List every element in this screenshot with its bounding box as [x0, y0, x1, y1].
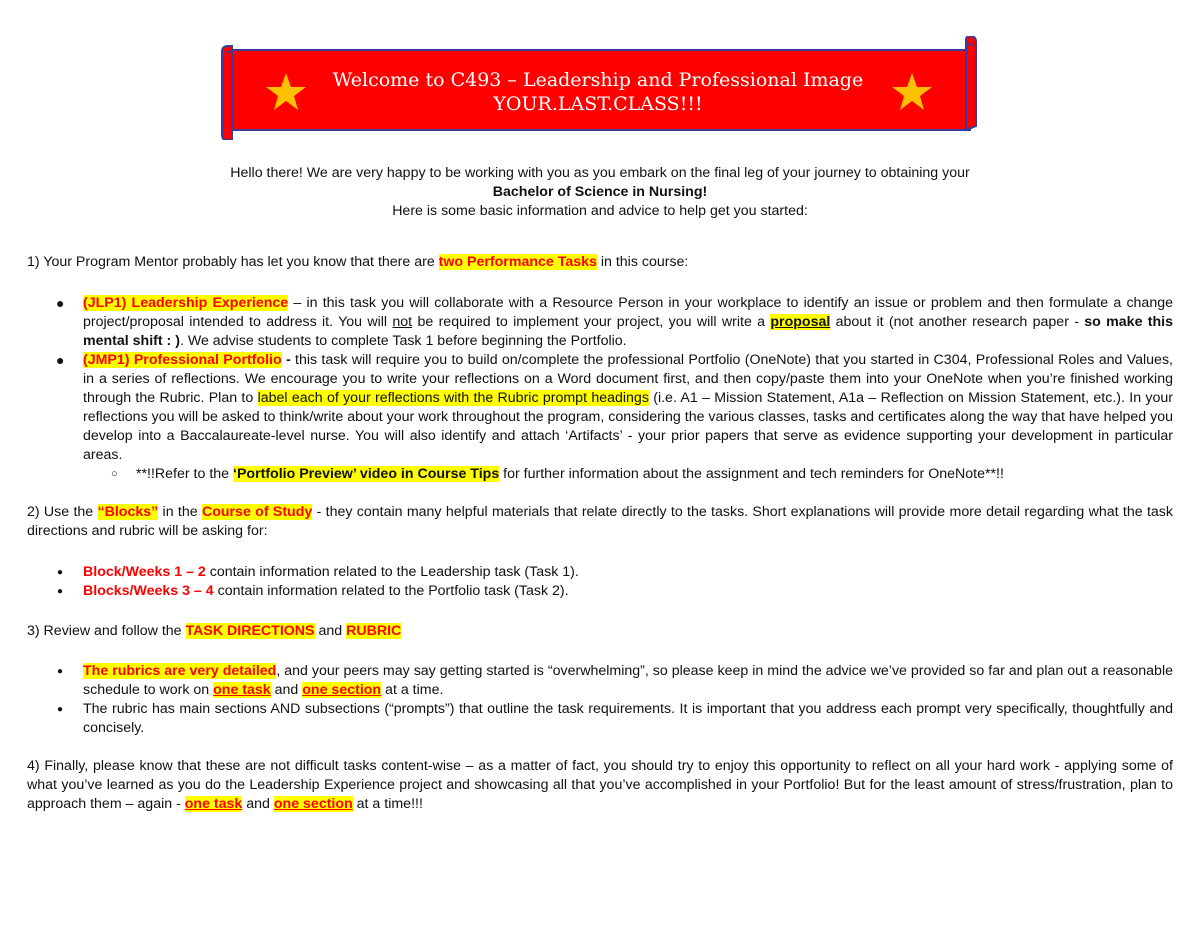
- text-run: and: [270, 682, 303, 698]
- red-block-weeks-3-4: Blocks/Weeks 3 – 4: [83, 583, 214, 599]
- text-run: in the: [158, 504, 202, 520]
- document-body: [27, 253, 1173, 814]
- bullet-icon: ●: [57, 666, 64, 677]
- text-run: (i.e. A1 – Mission Statement, A1a – Reflection on Mission Statement, etc.). In your reflections you will be asked to think/write about your work throughout the program, considering the various classes, tasks and certificates along the way that have helped you develop into a Baccalaureate-level nurse. You will also identify and attach ‘Artifacts’ - your prior papers that serve as evidence supporting your development in particular areas.: [83, 390, 1173, 463]
- bold-mental-shift: so make this mental shift : ): [83, 314, 1174, 349]
- banner-line-1: Welcome to C493 – Leadership and Professional Image: [332, 69, 864, 91]
- intro-line-3: Here is some basic information and advice to help get you started:: [392, 203, 808, 219]
- highlight-two-performance-tasks: two Performance Tasks: [438, 254, 597, 270]
- text-run: this task will require you to build on/complete the professional Portfolio (OneNote) that you started in C304, Professional Roles and Values, in a series of reflections. We encourage you to write your reflections on a Word document first, and then copy/paste them into your OneNote when you’re finished working through the Rubric. Plan to: [83, 352, 1173, 406]
- text-run: in this course:: [596, 254, 689, 270]
- bullet-icon: ●: [57, 567, 64, 578]
- text-run: **!!Refer to the: [136, 466, 233, 482]
- section-2-paragraph: [27, 503, 1173, 541]
- text-run: 3) Review and follow the: [27, 623, 186, 639]
- red-block-weeks-1-2: Block/Weeks 1 – 2: [83, 564, 206, 580]
- text-run: , and your peers may say getting started is “overwhelming”, so please keep in mind the advice we’ve provided so far and plan out a reasonable schedule to work on: [83, 663, 1173, 698]
- bullet-icon: ●: [57, 704, 64, 715]
- text-run: contain information related to the Leadership task (Task 1).: [205, 564, 579, 580]
- circle-bullet-icon: ○: [111, 468, 118, 480]
- text-run: 4) Finally, please know that these are not difficult tasks content-wise – as a matter of fact, you should try to enjoy this opportunity to reflect on all your hard work - applying some of what you’ve learned as you do the Leadership Experience project and showcasing all that you’ve accomplished in your Portfolio! But for the least amount of stress/frustration, plan to approach them – again -: [27, 758, 1173, 812]
- list-item-rubrics-detailed: [27, 662, 1173, 700]
- bullet-icon: ●: [56, 295, 65, 311]
- highlight-one-section: one section: [302, 682, 382, 698]
- bullet-icon: ●: [56, 352, 65, 368]
- sub-list-item-portfolio-preview: [27, 465, 1173, 484]
- text-run: at a time.: [381, 682, 444, 698]
- highlight-task-directions: TASK DIRECTIONS: [185, 623, 315, 639]
- intro: [20, 164, 1180, 221]
- list-item-block-weeks-1-2: [27, 563, 1173, 582]
- highlight-course-of-study: Course of Study: [201, 504, 313, 520]
- welcome-banner: [218, 36, 978, 140]
- highlight-rubrics-detailed: The rubrics are very detailed: [83, 663, 277, 679]
- text-run: be required to implement your project, you will write a: [412, 314, 771, 330]
- highlight-portfolio-preview: ‘Portfolio Preview’ video in Course Tips: [233, 466, 500, 482]
- intro-line-2: Bachelor of Science in Nursing!: [492, 184, 708, 200]
- highlight-one-task: one task: [184, 796, 243, 812]
- text-run: . We advise students to complete Task 1 before beginning the Portfolio.: [179, 333, 627, 349]
- highlight-rubric: RUBRIC: [346, 623, 402, 639]
- text-run: for further information about the assignment and tech reminders for OneNote**!!: [499, 466, 1004, 482]
- list-item-professional-portfolio: [27, 351, 1173, 465]
- bullet-icon: ●: [57, 586, 64, 597]
- text-run: about it (not another research paper -: [830, 314, 1085, 330]
- text-run: - they contain many helpful materials that relate directly to the tasks. Short explanations will provide more detail regarding what the task directions and rubric will be asking for:: [27, 504, 1173, 539]
- text-run: and: [314, 623, 347, 639]
- text-run: 1) Your Program Mentor probably has let you know that there are: [27, 254, 439, 270]
- highlight-jlp1: (JLP1) Leadership Experience: [83, 295, 289, 311]
- list-item-leadership-experience: [27, 294, 1173, 351]
- section-4-paragraph: [27, 757, 1173, 814]
- highlight-jmp1: (JMP1) Professional Portfolio: [83, 352, 282, 368]
- highlight-one-section: one section: [273, 796, 353, 812]
- banner-title: [258, 68, 938, 116]
- text-run: 2) Use the: [27, 504, 98, 520]
- text-run: and: [242, 796, 274, 812]
- highlight-label-reflections: label each of your reflections with the Rubric prompt headings: [257, 390, 649, 406]
- text-run: -: [281, 352, 295, 368]
- banner-line-2: YOUR.LAST.CLASS!!!: [493, 93, 703, 115]
- text-run: at a time!!!: [352, 796, 423, 812]
- list-item-block-weeks-3-4: [27, 582, 1173, 601]
- underlined-not: not: [392, 314, 413, 330]
- text-run: The rubric has main sections AND subsections (“prompts”) that outline the task requirements. It is important that you address each prompt very specifically, thoughtfully and concisely.: [83, 701, 1173, 736]
- list-item-rubric-sections: [27, 700, 1173, 738]
- section-3-heading: [27, 622, 1173, 641]
- intro-line-1: Hello there! We are very happy to be working with you as you embark on the final leg of your journey to obtaining your: [230, 165, 970, 181]
- text-run: – in this task you will collaborate with a Resource Person in your workplace to identify an issue or problem and then formulate a change project/proposal intended to address it. You will: [83, 295, 1173, 330]
- text-run: contain information related to the Portfolio task (Task 2).: [213, 583, 569, 599]
- highlight-blocks: “Blocks”: [97, 504, 159, 520]
- highlight-one-task: one task: [213, 682, 271, 698]
- highlight-proposal: proposal: [770, 314, 831, 330]
- section-1-heading: [27, 253, 1173, 272]
